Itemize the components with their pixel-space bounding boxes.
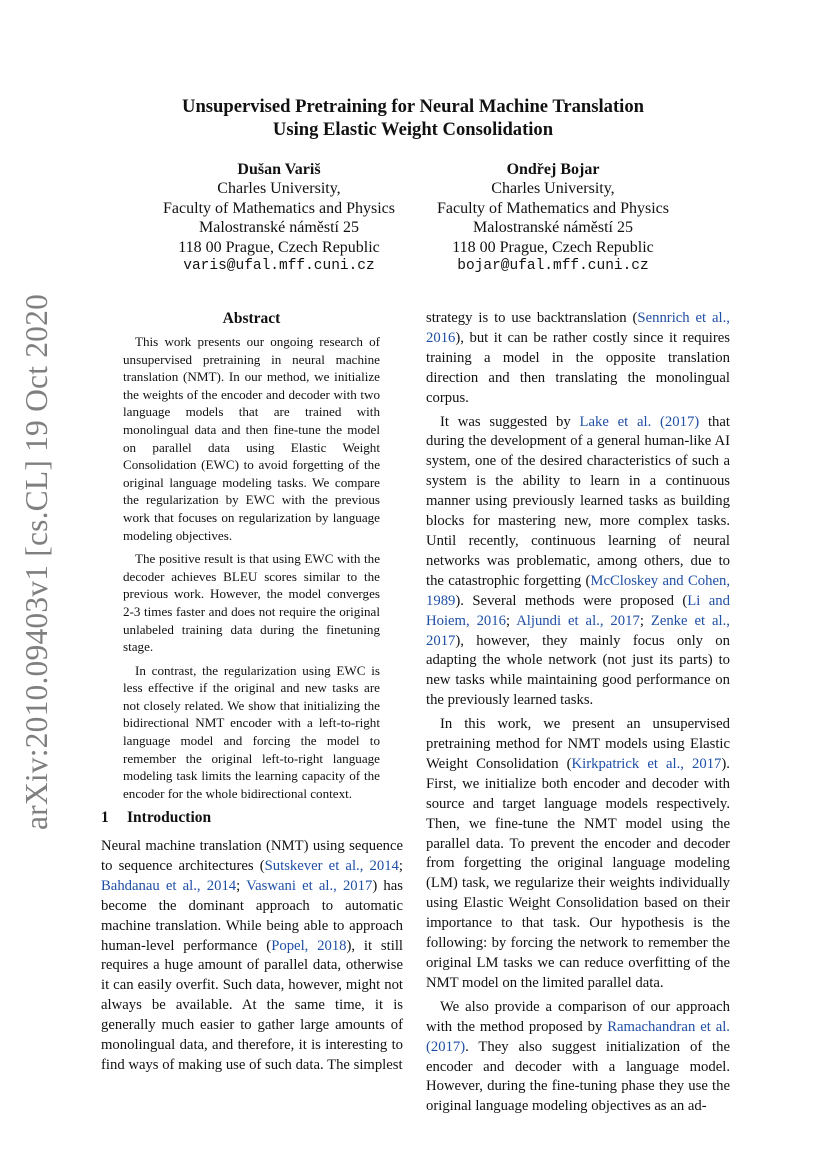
author-city: 118 00 Prague, Czech Republic [452,238,654,256]
left-column-text [101,837,403,1076]
body-paragraph: In this work, we present an unsupervised pretraining method for NMT models using Elastic Weight Consolidation (Kirkpatrick et al., 2017). First, we initialize both encoder and decoder with source and target language models respectively. Then, we fine-tune the NMT model using the parallel data. To prevent the encoder and decoder from forgetting the original language modeling (LM) task, we regularize their weights individually using Elastic Weight Consolidation based on their importance to that task. Our hypothesis is the following: by forcing the network to remember the original LM tasks we can reduce overfitting of the NMT model on the limited parallel data. [426,716,730,991]
right-column-text [426,309,730,1117]
title-line-1: Unsupervised Pretraining for Neural Machine Translation [182,96,644,117]
author-city: 118 00 Prague, Czech Republic [178,238,380,256]
citation-link[interactable]: Sutskever et al., 2014 [264,857,399,874]
citation-link[interactable]: Zenke et al., 2017 [426,612,730,649]
citation-link[interactable]: Vaswani et al., 2017 [246,877,373,894]
author-university: Charles University, [217,180,341,198]
body-paragraph: It was suggested by Lake et al. (2017) that during the development of a general human-like AI system, one of the desired characteristics of such a system is the ability to learn in a continuous manner using previously learned tasks as building blocks for mastering new, more complex tasks. Until recently, continuous learning of neural networks was problematic, among others, due to the catastrophic forgetting (McCloskey and Cohen, 1989). Several methods were proposed (Li and Hoiem, 2016; Aljundi et al., 2017; Zenke et al., 2017), however, they mainly focus only on adapting the whole network (not just its parts) to new tasks while maintaining good performance on the previously learned tasks. [426,413,730,709]
author-email[interactable]: bojar@ufal.mff.cuni.cz [457,258,649,275]
citation-link[interactable]: Ramachandran et al. (2017) [426,1018,730,1055]
title-line-2: Using Elastic Weight Consolidation [272,119,554,140]
author-block-1 [129,160,429,276]
author-university: Charles University, [491,180,615,198]
author-name: Dušan Variš [237,161,321,178]
citation-link[interactable]: Lake et al. (2017) [579,413,700,430]
citation-link[interactable]: Kirkpatrick et al., 2017 [571,755,722,772]
body-paragraph: We also provide a comparison of our approach with the method proposed by Ramachandran et al. (2017). They also suggest initialization of the encoder and decoder with a language model. However, during the fine-tuning phase they use the original language modeling objectives as an ad- [426,998,730,1115]
paper-title [0,95,826,141]
citation-link[interactable]: Sennrich et al., 2016 [426,310,730,346]
body-paragraph: strategy is to use backtranslation (Sennrich et al., 2016), but it can be rather costly since it requires training a model in the opposite translation direction and then translating the monolingual corpus. [426,310,730,406]
section-number: 1 [101,809,109,826]
citation-link[interactable]: Bahdanau et al., 2014 [101,877,237,894]
citation-link[interactable]: Aljundi et al., 2017 [516,612,640,629]
abstract-heading: Abstract [222,310,281,327]
abstract-paragraph: In contrast, the regularization using EWC is less effective if the original and new tasks are not closely related. We show that initializing the bidirectional NMT encoder with a left-to-right language model and forcing the model to remember the original left-to-right language modeling task limits the learning capacity of the encoder for the whole bidirectional context. [123,662,380,801]
section-heading-introduction [101,809,211,827]
intro-paragraph: Neural machine translation (NMT) using sequence to sequence architectures (Sutskever et al., 2014; Bahdanau et al., 2014; Vaswani et al., 2017) has become the dominant approach to automatic machine translation. While being able to approach human-level performance (Popel, 2018), it still requires a huge amount of parallel data, otherwise it can easily overfit. Such data, however, might not always be available. At the same time, it is generally much easier to gather large amounts of monolingual data, and therefore, it is interesting to find ways of making use of such data. The simplest [101,838,403,1073]
author-street: Malostranské náměstí 25 [473,219,633,237]
arxiv-identifier: arXiv:2010.09403v1 [cs.CL] 19 Oct 2020 [19,293,54,830]
abstract-paragraph: This work presents our ongoing research of unsupervised pretraining in neural machine translation (NMT). In our method, we initialize the weights of the encoder and decoder with two language models that are trained with monolingual data and then fine-tune the model on parallel data using Elastic Weight Consolidation (EWC) to avoid forgetting of the original language modeling tasks. We compare the regularization by EWC with the previous work that focuses on regularization by language modeling objectives. [123,334,380,543]
abstract-body [123,333,380,808]
citation-link[interactable]: McCloskey and Cohen, 1989 [426,572,730,609]
abstract-paragraph: The positive result is that using EWC with the decoder achieves BLEU scores similar to the previous work. However, the model converges 2-3 times faster and does not require the original unlabeled training data during the finetuning stage. [123,551,380,655]
citation-link[interactable]: Li and Hoiem, 2016 [426,592,730,629]
author-email[interactable]: varis@ufal.mff.cuni.cz [183,258,375,275]
author-faculty: Faculty of Mathematics and Physics [437,199,669,217]
citation-link[interactable]: Popel, 2018 [271,937,347,954]
section-title: Introduction [127,809,212,826]
author-name: Ondřej Bojar [506,161,600,178]
author-faculty: Faculty of Mathematics and Physics [163,199,395,217]
author-street: Malostranské náměstí 25 [199,219,359,237]
author-block-2 [403,160,703,276]
